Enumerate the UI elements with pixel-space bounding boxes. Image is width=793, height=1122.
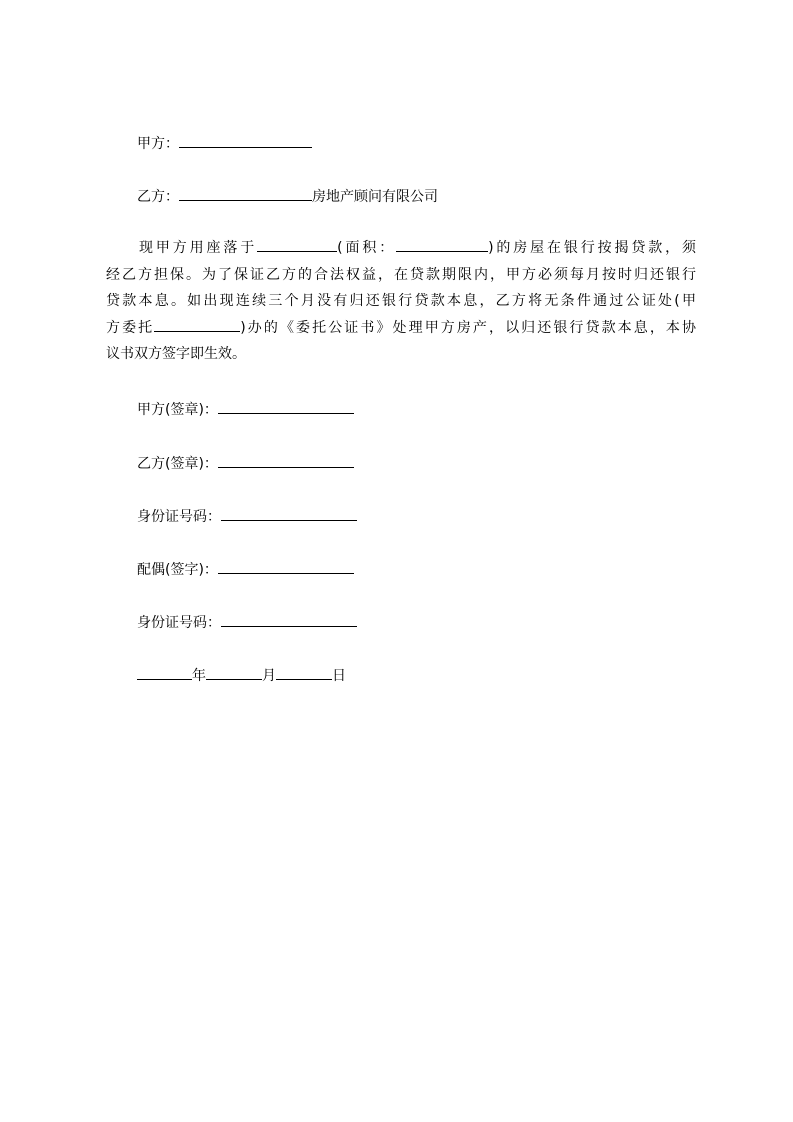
party-b-suffix: 房地产顾问有限公司 bbox=[312, 189, 438, 205]
agreement-line-1-part-c: )的房屋在银行按揭贷款，须 bbox=[488, 240, 696, 256]
agreement-line-2: 经乙方担保。为了保证乙方的合法权益，在贷款期限内，甲方必须每月按时归还银行 bbox=[106, 266, 696, 283]
agreement-line-4-part-b: )办的《委托公证书》处理甲方房产，以归还银行贷款本息，本协 bbox=[240, 319, 696, 336]
id-number-line-2 bbox=[137, 612, 357, 630]
id-number-line-1 bbox=[137, 506, 357, 524]
agreement-line-3: 贷款本息。如出现连续三个月没有归还银行贷款本息，乙方将无条件通过公证处(甲 bbox=[106, 293, 696, 309]
party-a-label: 甲方： bbox=[137, 136, 179, 152]
day-blank bbox=[276, 665, 332, 680]
agreement-paragraph bbox=[106, 235, 696, 368]
id-number-label-2: 身份证号码： bbox=[137, 615, 221, 631]
year-label: 年 bbox=[192, 668, 206, 684]
party-a-seal-blank bbox=[218, 399, 354, 414]
date-line bbox=[137, 665, 346, 683]
party-a-seal-line bbox=[137, 399, 354, 417]
id-number-blank-1 bbox=[221, 506, 357, 521]
party-b-label: 乙方： bbox=[137, 189, 179, 205]
id-number-blank-2 bbox=[221, 612, 357, 627]
agreement-line-1 bbox=[106, 235, 696, 262]
spouse-sign-line bbox=[137, 559, 354, 577]
location-blank bbox=[257, 237, 337, 252]
party-a-seal-label: 甲方(签章)： bbox=[137, 402, 218, 418]
spouse-sign-blank bbox=[218, 559, 354, 574]
month-label: 月 bbox=[262, 668, 276, 684]
agreement-line-1-part-a: 现甲方用座落于 bbox=[139, 240, 258, 256]
party-b-seal-line bbox=[137, 453, 354, 471]
entrust-blank bbox=[154, 317, 240, 332]
month-blank bbox=[206, 665, 262, 680]
agreement-line-1-part-b: (面积： bbox=[337, 240, 397, 256]
spouse-sign-label: 配偶(签字)： bbox=[137, 562, 218, 578]
area-blank bbox=[396, 237, 488, 252]
party-b-line bbox=[137, 186, 438, 204]
party-b-seal-label: 乙方(签章)： bbox=[137, 456, 218, 472]
agreement-line-5: 议书双方签字即生效。 bbox=[106, 346, 246, 362]
party-a-blank bbox=[179, 133, 312, 148]
party-b-seal-blank bbox=[218, 453, 354, 468]
year-blank bbox=[137, 665, 192, 680]
id-number-label-1: 身份证号码： bbox=[137, 509, 221, 525]
party-b-blank bbox=[179, 186, 312, 201]
agreement-line-4-part-a: 方委托 bbox=[106, 319, 155, 336]
party-a-line bbox=[137, 133, 312, 151]
day-label: 日 bbox=[332, 668, 346, 684]
agreement-line-4 bbox=[106, 315, 696, 342]
